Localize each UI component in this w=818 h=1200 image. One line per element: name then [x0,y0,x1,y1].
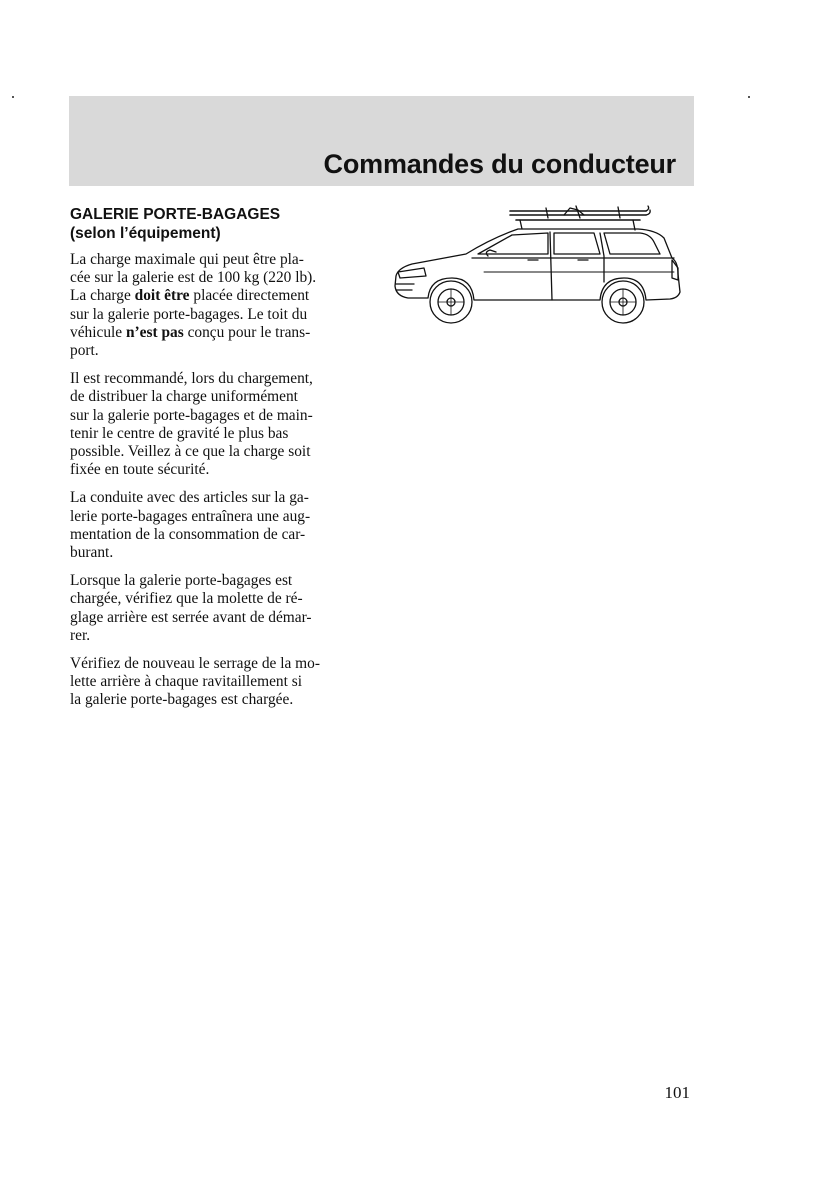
text-run: La charge maximale qui peut être pla- [70,251,304,268]
text-run: conçu pour le trans- [183,323,311,341]
crop-mark [748,96,750,98]
text-run: port. [70,342,99,360]
text-run: placée directement [189,287,310,305]
text-run: rer. [70,626,91,644]
text-run: fixée en toute sécurité. [70,461,210,479]
text-line [70,425,370,443]
text-line [70,370,370,388]
text-line [70,691,370,709]
text-line [70,407,370,425]
text-run: cée sur la galerie est de 100 kg (220 lb). [70,269,317,287]
text-run: sur la galerie porte-bagages et de main- [70,406,313,424]
body-paragraph [70,370,370,479]
text-line [70,388,370,406]
body-paragraph [70,489,370,562]
crop-mark [12,96,14,98]
text-run: Lorsque la galerie porte-bagages est [70,572,293,590]
body-paragraph [70,655,370,710]
text-line [70,443,370,461]
text-line [70,489,370,507]
text-line [70,627,370,645]
text-line [70,526,370,544]
text-line [70,342,370,360]
text-run: sur la galerie porte-bagages. Le toit du [70,305,308,323]
chapter-header [69,96,694,186]
text-run: burant. [70,544,114,562]
station-wagon-with-roof-rack-skis-icon [388,198,690,330]
text-line [70,673,370,691]
section-heading-line: (selon l’équipement) [70,225,221,242]
page-number: 101 [664,1083,690,1102]
text-run: chargée, vérifiez que la molette de ré- [70,590,303,608]
text-line [70,324,370,342]
text-run: La conduite avec des articles sur la ga- [70,489,309,507]
text-line [70,544,370,562]
text-line [70,508,370,526]
text-run: lette arrière à chaque ravitaillement si [70,673,303,691]
text-line [70,655,370,673]
text-run: glage arrière est serrée avant de démar- [70,608,312,626]
text-line [70,269,370,287]
text-run: Vérifiez de nouveau le serrage de la mo- [70,655,320,673]
text-line [70,609,370,627]
text-run: mentation de la consommation de car- [70,525,306,543]
chapter-title: Commandes du conducteur [323,149,676,179]
text-run: lerie porte-bagages entraînera une aug- [70,507,311,525]
text-run: de distribuer la charge uniformément [70,388,298,406]
section-heading [70,205,280,243]
emphasis-text: doit être [134,287,190,305]
body-paragraph [70,572,370,645]
text-line [70,287,370,305]
text-run: La charge [70,287,135,305]
text-line [70,251,370,269]
text-line [70,572,370,590]
text-run: possible. Veillez à ce que la charge soit [70,443,311,461]
emphasis-text: n’est pas [125,323,184,341]
text-run: la galerie porte-bagages est chargée. [70,691,294,709]
body-text [70,251,370,720]
section-heading-line: GALERIE PORTE-BAGAGES [70,206,281,223]
text-run: tenir le centre de gravité le plus bas [70,424,289,442]
text-line [70,306,370,324]
text-line [70,461,370,479]
body-paragraph [70,251,370,360]
text-line [70,590,370,608]
text-run: Il est recommandé, lors du chargement, [70,370,313,388]
text-run: véhicule [70,323,126,341]
